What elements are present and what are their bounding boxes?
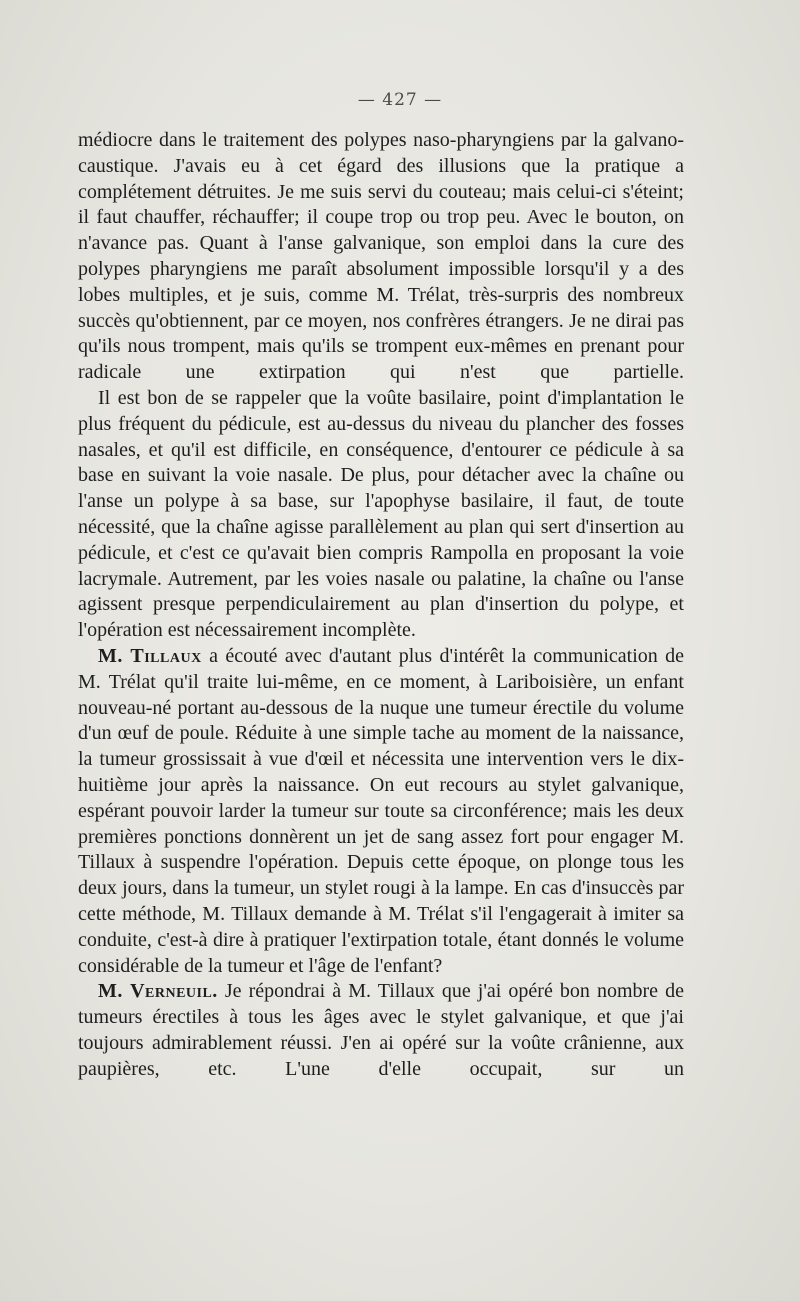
paragraph-3-text: a écouté avec d'autant plus d'intérêt la communication de M. Trélat qu'il traite lui-même, en ce moment, à Lariboisière, un enfant nouveau-né portant au-dessous de la nuque une tumeur érectile du volume d'un œuf de poule. Réduite à une simple tache au moment de la naissance, la tumeur grossissait à vue d'œil et nécessita une intervention vers le dix-huitième jour après la naissance. On eut recours au stylet galvanique, espérant pouvoir larder la tumeur sur toute sa circonférence; mais les deux premières ponctions donnèrent un jet de sang assez fort pour engager M. Tillaux à suspendre l'opération. Depuis cette époque, on plonge tous les deux jours, dans la tumeur, un stylet rougi à la lampe. En cas d'insuccès par cette méthode, M. Tillaux demande à M. Trélat s'il l'engagerait à imiter sa conduite, c'est-à dire à pratiquer l'extirpation totale, étant donnés le volume considérable de la tumeur et l'âge de l'enfant? [78, 644, 685, 977]
speaker-name: M. Tillaux [98, 644, 202, 667]
paragraph-1: médiocre dans le traitement des polypes naso-pharyngiens par la galvano-caustique. J'avais eu à cet égard des illusions que la pratique a complétement détruites. Je me suis servi du couteau; mais celui-ci s'éteint; il faut chauffer, réchauffer; il coupe trop ou trop peu. Avec le bouton, on n'avance pas. Quant à l'anse galvanique, son emploi dans la cure des polypes pharyngiens me paraît absolument impossible lorsqu'il y a des lobes multiples, et je suis, comme M. Trélat, très-surpris des nombreux succès qu'obtiennent, par ce moyen, nos confrères étrangers. Je ne dirai pas qu'ils nous trompent, mais qu'ils se trompent eux-mêmes en prenant pour radicale une extirpation qui n'est que partielle. [78, 129, 684, 384]
page-number: — 427 — [357, 90, 443, 110]
paragraph-4-text: Je répondrai à M. Tillaux que j'ai opéré bon nombre de tumeurs érectiles à tous les âges avec le stylet galvanique, et que j'ai toujours admirablement réussi. J'en ai opéré sur la voûte crânienne, aux paupières, etc. L'une d'elle occupait, sur un [78, 980, 684, 1080]
speaker-name: M. Verneuil. [98, 980, 218, 1003]
paragraph-4 [78, 979, 684, 1082]
body-text [78, 128, 684, 1082]
paragraph-3 [78, 644, 684, 979]
paragraph-2: Il est bon de se rappeler que la voûte basilaire, point d'implantation le plus fréquent du pédicule, est au-dessus du niveau du plancher des fosses nasales, et qu'il est difficile, en conséquence, d'entourer ce pédicule à sa base en suivant la voie nasale. De plus, pour détacher avec la chaîne ou l'anse un polype à sa base, sur l'apophyse basilaire, il faut, de toute nécessité, que la chaîne agisse parallèlement au plan qui sert d'insertion au pédicule, et c'est ce qu'avait bien compris Rampolla en proposant la voie lacrymale. Autrement, par les voies nasale ou palatine, la chaîne ou l'anse agissent presque perpendiculairement au plan d'insertion du polype, et l'opération est nécessairement incomplète. [78, 386, 684, 642]
